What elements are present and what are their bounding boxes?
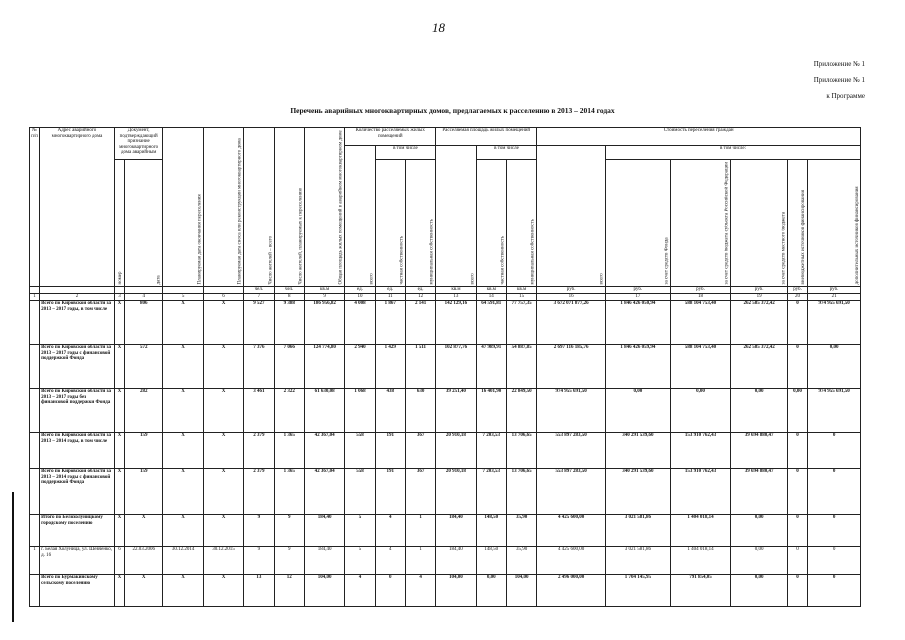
cell-col-19: 0,00 — [731, 575, 788, 607]
cell-col-18: 791 854,05 — [670, 575, 731, 607]
cell-col-8: 12 — [274, 575, 304, 607]
header-document: Документ, подтверждающий признание многоквартирного дома аварийным — [114, 128, 163, 160]
table-row — [30, 469, 861, 515]
table-row — [30, 345, 861, 389]
column-number-cell: 3 — [114, 294, 124, 301]
cell-col-11: 1 429 — [375, 345, 405, 389]
cell-col-19: 0,00 — [731, 389, 788, 433]
cell-col-14: 148,50 — [476, 515, 506, 547]
document-title: Перечень аварийных многоквартирных домов, предлагаемых к расселению в 2013 – 2014 годах — [290, 106, 615, 115]
column-number-cell: 2 — [40, 294, 115, 301]
header-cost-all: всего — [537, 146, 606, 287]
column-number-cell: 8 — [274, 294, 304, 301]
column-number-cell: 5 — [163, 294, 203, 301]
table-row — [30, 515, 861, 547]
header-area-incl: в том числе — [476, 146, 537, 160]
unit-cell — [30, 287, 40, 294]
cell-col-16: 2 496 000,00 — [537, 575, 606, 607]
column-number-cell: 15 — [506, 294, 536, 301]
cell-col-14: 7 203,53 — [476, 433, 506, 469]
header-flats-municipal: муниципальная собственность — [405, 160, 435, 287]
cell-col-16: 4 425 600,00 — [537, 515, 606, 547]
unit-cell: кв.м — [436, 287, 476, 294]
cell-col-8: 1 365 — [274, 433, 304, 469]
header-flats-incl: в том числе — [375, 146, 436, 160]
cell-col-4: 159 — [124, 433, 162, 469]
appendix-line-2: Приложение № 1 — [813, 76, 865, 84]
cell-col-13: 104,00 — [436, 575, 476, 607]
cell-col-16: 4 425 600,00 — [537, 547, 606, 575]
cell-col-17: 3 021 581,86 — [606, 547, 671, 575]
column-number-cell: 20 — [787, 294, 807, 301]
cell-col-2: Всего по Кировской области за 2013 – 2014 годы, в том числе — [40, 433, 115, 469]
cell-col-6: X — [203, 301, 243, 345]
cell-col-7: 9 — [244, 515, 274, 547]
cell-col-9: 184,40 — [304, 515, 344, 547]
cell-col-3: X — [114, 345, 124, 389]
cell-col-13: 142 129,16 — [436, 301, 476, 345]
header-regional-budget: за счет средств бюджета субъекта Российской Федерации — [670, 160, 731, 287]
cell-col-13: 102 877,76 — [436, 345, 476, 389]
cell-col-17: 1 846 426 050,94 — [606, 301, 671, 345]
cell-col-18: 1 404 018,14 — [670, 515, 731, 547]
cell-col-10: 5 — [345, 547, 375, 575]
header-num: № п/п — [30, 128, 40, 287]
cell-col-1 — [30, 575, 40, 607]
unit-cell: руб. — [670, 287, 731, 294]
cell-col-15: 13 706,65 — [506, 433, 536, 469]
cell-col-10: 558 — [345, 469, 375, 515]
cell-col-2: г. Белая Холуница, ул. Шевченко, д. 16 — [40, 547, 115, 575]
cell-col-5: X — [163, 469, 203, 515]
cell-col-7: 13 — [244, 575, 274, 607]
cell-col-3: X — [114, 575, 124, 607]
cell-col-20: 0 — [787, 469, 807, 515]
unit-cell — [163, 287, 203, 294]
header-fund: за счет средств Фонда — [606, 160, 671, 287]
cell-col-15: 13 706,65 — [506, 469, 536, 515]
cell-col-8: 7 066 — [274, 345, 304, 389]
cell-col-17: 1 846 426 059,94 — [606, 345, 671, 389]
header-additional: дополнительных источников финансирования — [808, 160, 861, 287]
cell-col-11: 191 — [375, 433, 405, 469]
cell-col-5: X — [163, 515, 203, 547]
cell-col-8: 9 — [274, 547, 304, 575]
cell-col-6: X — [203, 433, 243, 469]
cell-col-14: 0,00 — [476, 575, 506, 607]
cell-col-1 — [30, 515, 40, 547]
cell-col-2: Итого по Белохолуницкому городскому поселению — [40, 515, 115, 547]
cell-col-4: 22.03.2006 — [124, 547, 162, 575]
cell-col-16: 974 955 691,50 — [537, 389, 606, 433]
cell-col-15: 54 887,85 — [506, 345, 536, 389]
cell-col-2: Всего по Кировской области за 2013 – 2017 годы с финансовой поддержкой Фонда — [40, 345, 115, 389]
cell-col-21: 0 — [808, 515, 861, 547]
cell-col-15: 35,90 — [506, 515, 536, 547]
cell-col-7: 3 461 — [244, 389, 274, 433]
unit-cell — [203, 287, 243, 294]
cell-col-11: 0 — [375, 575, 405, 607]
cell-col-12: 367 — [405, 433, 435, 469]
header-doc-date: дата — [124, 160, 162, 287]
cell-col-16: 553 897 283,50 — [537, 469, 606, 515]
column-number-cell: 12 — [405, 294, 435, 301]
header-resettle-date: Планируемая дата окончания переселения — [163, 128, 203, 287]
cell-col-21: 0 — [808, 575, 861, 607]
column-number-cell: 7 — [244, 294, 274, 301]
unit-cell: руб. — [537, 287, 606, 294]
table-row — [30, 433, 861, 469]
cell-col-4: 159 — [124, 469, 162, 515]
cell-col-8: 9 — [274, 515, 304, 547]
page-number: 18 — [432, 20, 445, 35]
column-numbers-row — [30, 294, 861, 301]
cell-col-14: 47 989,91 — [476, 345, 506, 389]
cell-col-1 — [30, 469, 40, 515]
cell-col-12: 1 — [405, 515, 435, 547]
unit-cell — [114, 287, 124, 294]
cell-col-12: 367 — [405, 469, 435, 515]
unit-cell: чел. — [274, 287, 304, 294]
header-total-area: Общая площадь жилых помещений в аварийном многоквартирном доме — [304, 128, 344, 287]
cell-col-7: 7 376 — [244, 345, 274, 389]
cell-col-12: 4 — [405, 575, 435, 607]
unit-cell: руб. — [787, 287, 807, 294]
cell-col-5: X — [163, 433, 203, 469]
column-number-cell: 19 — [731, 294, 788, 301]
cell-col-10: 4 — [345, 575, 375, 607]
cell-col-13: 20 910,18 — [436, 433, 476, 469]
cell-col-17: 1 704 145,95 — [606, 575, 671, 607]
cell-col-3: X — [114, 469, 124, 515]
column-number-cell: 4 — [124, 294, 162, 301]
cell-col-19: 262 585 372,42 — [731, 345, 788, 389]
cell-col-10: 4 008 — [345, 301, 375, 345]
column-number-cell: 1 — [30, 294, 40, 301]
column-number-cell: 9 — [304, 294, 344, 301]
cell-col-7: 9 527 — [244, 301, 274, 345]
cell-col-21: 0 — [808, 469, 861, 515]
cell-col-5: 30.12.2014 — [163, 547, 203, 575]
header-flats-all: всего — [345, 146, 375, 287]
cell-col-21: 974 955 691,50 — [808, 389, 861, 433]
units-row — [30, 287, 861, 294]
cell-col-10: 5 — [345, 515, 375, 547]
unit-cell: ед. — [345, 287, 375, 294]
cell-col-15: 77 757,35 — [506, 301, 536, 345]
table-row — [30, 547, 861, 575]
cell-col-20: 0 — [787, 515, 807, 547]
cell-col-17: 3 021 581,86 — [606, 515, 671, 547]
cell-col-21: 0,00 — [808, 345, 861, 389]
cell-col-14: 148,50 — [476, 547, 506, 575]
table-row — [30, 389, 861, 433]
cell-col-7: 2 379 — [244, 433, 274, 469]
cell-col-15: 104,00 — [506, 575, 536, 607]
cell-col-21: 0 — [808, 433, 861, 469]
header-row-1 — [30, 128, 861, 146]
cell-col-16: 3 672 071 877,26 — [537, 301, 606, 345]
cell-col-6: X — [203, 389, 243, 433]
cell-col-20: 0 — [787, 345, 807, 389]
cell-col-1 — [30, 433, 40, 469]
cell-col-18: 153 910 762,43 — [670, 433, 731, 469]
cell-col-12: 2 141 — [405, 301, 435, 345]
cell-col-20: 0 — [787, 575, 807, 607]
cell-col-16: 2 697 116 185,76 — [537, 345, 606, 389]
cell-col-13: 20 910,18 — [436, 469, 476, 515]
cell-col-5: X — [163, 575, 203, 607]
cell-col-19: 39 694 880,47 — [731, 469, 788, 515]
cell-col-2: Всего по Бурмакинскому сельскому поселению — [40, 575, 115, 607]
cell-col-4: 806 — [124, 301, 162, 345]
column-number-cell: 17 — [606, 294, 671, 301]
appendix-line-3: к Программе — [826, 92, 865, 100]
unit-cell: ед. — [375, 287, 405, 294]
header-demolition-date: Планируемая дата сноса или реконструкции многоквартирного дома — [203, 128, 243, 287]
cell-col-11: 438 — [375, 389, 405, 433]
cell-col-20: 0 — [787, 433, 807, 469]
column-number-cell: 14 — [476, 294, 506, 301]
cell-col-9: 42 367,04 — [304, 433, 344, 469]
cell-col-2: Всего по Кировской области за 2013 – 2014 годы с финансовой поддержкой Фонда — [40, 469, 115, 515]
cell-col-7: 9 — [244, 547, 274, 575]
cell-col-17: 340 291 539,60 — [606, 469, 671, 515]
cell-col-5: X — [163, 301, 203, 345]
cell-col-9: 184,40 — [304, 547, 344, 575]
header-residents-resettled: Число жителей, планируемых к переселению — [274, 128, 304, 287]
header-area-municipal: муниципальная собственность — [506, 160, 536, 287]
header-local-budget: за счет средств местного бюджета — [731, 160, 788, 287]
cell-col-10: 2 940 — [345, 345, 375, 389]
cell-col-9: 124 774,80 — [304, 345, 344, 389]
cell-col-12: 1 — [405, 547, 435, 575]
cell-col-1 — [30, 345, 40, 389]
header-flats-count: Количество расселяемых жилых помещений — [345, 128, 436, 146]
cell-col-6: X — [203, 345, 243, 389]
cell-col-5: X — [163, 389, 203, 433]
margin-bar — [12, 492, 14, 622]
cell-col-20: 0 — [787, 301, 807, 345]
cell-col-18: 588 104 753,40 — [670, 345, 731, 389]
unit-cell — [40, 287, 115, 294]
cell-col-1 — [30, 301, 40, 345]
cell-col-18: 588 104 753,40 — [670, 301, 731, 345]
column-number-cell: 21 — [808, 294, 861, 301]
cell-col-4: X — [124, 575, 162, 607]
cell-col-6: 30.12.2015 — [203, 547, 243, 575]
table-row — [30, 301, 861, 345]
cell-col-16: 553 897 283,50 — [537, 433, 606, 469]
cell-col-4: 572 — [124, 345, 162, 389]
cell-col-11: 191 — [375, 469, 405, 515]
cell-col-10: 558 — [345, 433, 375, 469]
header-area-all: всего — [436, 146, 476, 287]
cell-col-4: 282 — [124, 389, 162, 433]
unit-cell: кв.м — [304, 287, 344, 294]
header-flats-private: частная собственность — [375, 160, 405, 287]
appendix-line-1: Приложение № 1 — [813, 60, 865, 68]
cell-col-14: 64 591,81 — [476, 301, 506, 345]
cell-col-19: 0,00 — [731, 515, 788, 547]
header-doc-number: номер — [114, 160, 124, 287]
cell-col-4: X — [124, 515, 162, 547]
cell-col-3: X — [114, 433, 124, 469]
table-row — [30, 575, 861, 607]
column-number-cell: 6 — [203, 294, 243, 301]
cell-col-14: 16 401,90 — [476, 389, 506, 433]
cell-col-15: 22 849,50 — [506, 389, 536, 433]
cell-col-9: 61 630,08 — [304, 389, 344, 433]
column-number-cell: 13 — [436, 294, 476, 301]
cell-col-15: 35,90 — [506, 547, 536, 575]
header-resettle-area: Расселяемая площадь жилых помещений — [436, 128, 537, 146]
column-number-cell: 11 — [375, 294, 405, 301]
column-number-cell: 16 — [537, 294, 606, 301]
header-cost-incl: в том числе: — [606, 146, 861, 160]
unit-cell: руб. — [808, 287, 861, 294]
cell-col-14: 7 203,53 — [476, 469, 506, 515]
cell-col-9: 104,00 — [304, 575, 344, 607]
cell-col-19: 262 585 372,42 — [731, 301, 788, 345]
cell-col-9: 186 956,82 — [304, 301, 344, 345]
cell-col-17: 0,00 — [606, 389, 671, 433]
cell-col-1 — [30, 389, 40, 433]
cell-col-5: X — [163, 345, 203, 389]
cell-col-2: Всего по Кировской области за 2013 – 2017 годы без финансовой поддержки Фонда — [40, 389, 115, 433]
cell-col-20: 0 — [787, 547, 807, 575]
cell-col-12: 630 — [405, 389, 435, 433]
cell-col-12: 1 511 — [405, 345, 435, 389]
cell-col-11: 1 867 — [375, 301, 405, 345]
cell-col-8: 2 322 — [274, 389, 304, 433]
cell-col-18: 0,00 — [670, 389, 731, 433]
cell-col-1: 1 — [30, 547, 40, 575]
cell-col-6: X — [203, 515, 243, 547]
unit-cell: ед. — [405, 287, 435, 294]
cell-col-21: 974 955 691,50 — [808, 301, 861, 345]
header-extrabudget: внебюджетных источников финансирования — [787, 160, 807, 287]
cell-col-8: 1 365 — [274, 469, 304, 515]
unit-cell: кв.м — [476, 287, 506, 294]
cell-col-18: 1 404 018,14 — [670, 547, 731, 575]
header-area-private: частная собственность — [476, 160, 506, 287]
header-cost: Стоимость переселения граждан — [537, 128, 861, 146]
cell-col-8: 9 388 — [274, 301, 304, 345]
cell-col-19: 0,00 — [731, 547, 788, 575]
cell-col-17: 340 291 539,60 — [606, 433, 671, 469]
column-number-cell: 18 — [670, 294, 731, 301]
cell-col-2: Всего по Кировской области за 2013 – 2017 годы, в том числе — [40, 301, 115, 345]
cell-col-11: 4 — [375, 515, 405, 547]
cell-col-20: 0,00 — [787, 389, 807, 433]
cell-col-9: 42 367,04 — [304, 469, 344, 515]
cell-col-3: X — [114, 389, 124, 433]
cell-col-19: 39 694 880,47 — [731, 433, 788, 469]
cell-col-3: X — [114, 515, 124, 547]
unit-cell: чел. — [244, 287, 274, 294]
unit-cell — [124, 287, 162, 294]
cell-col-10: 1 068 — [345, 389, 375, 433]
header-residents-total: Число жителей – всего — [244, 128, 274, 287]
cell-col-7: 2 379 — [244, 469, 274, 515]
cell-col-18: 153 910 762,43 — [670, 469, 731, 515]
cell-col-6: X — [203, 575, 243, 607]
cell-col-11: 4 — [375, 547, 405, 575]
cell-col-3: 6 — [114, 547, 124, 575]
cell-col-21: 0 — [808, 547, 861, 575]
cell-col-13: 184,40 — [436, 547, 476, 575]
column-number-cell: 10 — [345, 294, 375, 301]
unit-cell: кв.м — [506, 287, 536, 294]
cell-col-13: 184,40 — [436, 515, 476, 547]
cell-col-13: 39 251,40 — [436, 389, 476, 433]
cell-col-6: X — [203, 469, 243, 515]
housing-table — [29, 127, 861, 607]
header-address: Адрес аварийного многоквартирного дома — [40, 128, 115, 287]
unit-cell: руб. — [731, 287, 788, 294]
cell-col-3: X — [114, 301, 124, 345]
unit-cell: руб. — [606, 287, 671, 294]
